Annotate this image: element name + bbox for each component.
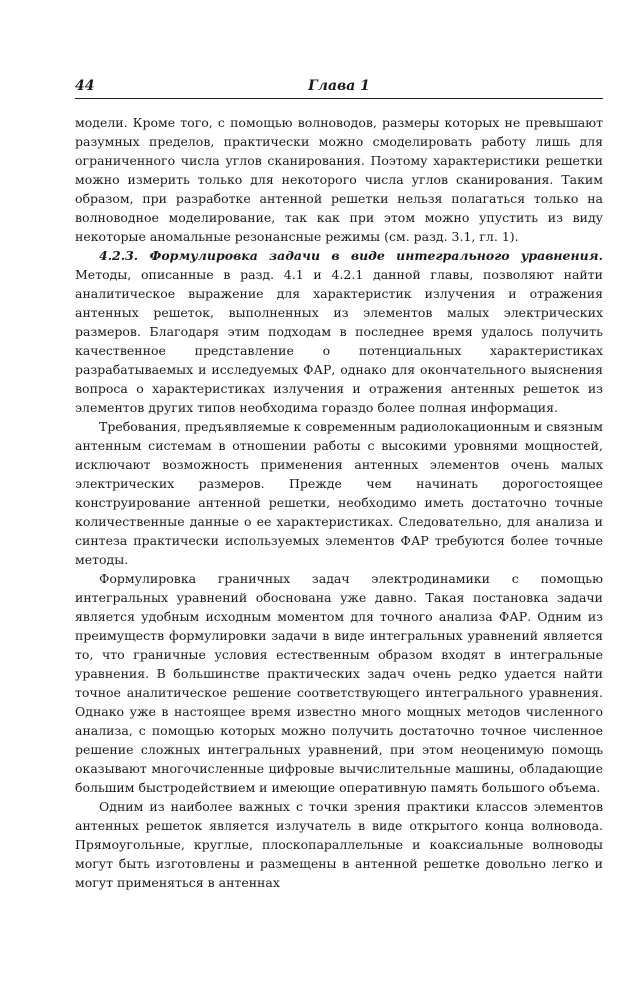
body-text bbox=[75, 113, 603, 892]
paragraph-3 bbox=[75, 417, 603, 569]
book-page bbox=[75, 78, 603, 892]
paragraph-4-text: Формулировка граничных задач электродинамики с помощью интегральных уравнений обоснована уже давно. Такая постановка задачи является удобным исходным моментом для точного анализа ФАР. Одним из преимуществ формулировки задачи в виде интегральных уравнений является то, что граничные условия естественным образом входят в интегральные уравнения. В большинстве практических задач очень редко удается найти точное аналитическое решение соответствующего интегрального уравнения. Однако уже в настоящее время известно много мощных методов численного анализа, с помощью которых можно получить достаточно точное численное решение сложных интегральных уравнений, при этом неоценимую помощь оказывают многочисленные цифровые вычислительные машины, обладающие большим быстродействием и имеющие оперативную память большого объема. bbox=[75, 571, 603, 795]
paragraph-5-text: Одним из наиболее важных с точки зрения практики классов элементов антенных решеток является излучатель в виде открытого конца волновода. Прямоугольные, круглые, плоскопараллельные и коаксиальные волноводы могут быть изготовлены и размещены в антенной решетке довольно легко и могут применяться в антеннах bbox=[75, 799, 603, 890]
paragraph-4 bbox=[75, 569, 603, 797]
paragraph-1-text: модели. Кроме того, с помощью волноводов, размеры которых не превышают разумных пределов, практически можно смоделировать работу лишь для ограниченного числа углов сканирования. Поэтому характеристики решетки можно измерить только для некоторого числа углов сканирования. Таким образом, при разработке антенной решетки нельзя полагаться только на волноводное моделирование, так как при этом можно упустить из виду некоторые аномальные резонансные режимы (см. разд. 3.1, гл. 1). bbox=[75, 115, 603, 244]
running-head: Глава 1 bbox=[308, 78, 370, 94]
page-header bbox=[75, 78, 603, 99]
page-number: 44 bbox=[75, 78, 95, 94]
section-heading: 4.2.3. Формулировка задачи в виде интегрального уравнения. bbox=[99, 248, 603, 263]
paragraph-2 bbox=[75, 246, 603, 417]
paragraph-3-text: Требования, предъявляемые к современным радиолокационным и связным антенным системам в отношении работы с высокими уровнями мощностей, исключают возможность применения антенных элементов очень малых электрических размеров. Прежде чем начинать дорогостоящее конструирование антенной решетки, необходимо иметь достаточно точные количественные данные о ее характеристиках. Следовательно, для анализа и синтеза практически используемых элементов ФАР требуются более точные методы. bbox=[75, 419, 603, 567]
paragraph-5 bbox=[75, 797, 603, 892]
paragraph-1 bbox=[75, 113, 603, 246]
paragraph-2-text: Методы, описанные в разд. 4.1 и 4.2.1 данной главы, позволяют найти аналитическое выражение для характеристик излучения и отражения антенных решеток, выполненных из элементов малых электрических размеров. Благодаря этим подходам в последнее время удалось получить качественное представление о потенциальных характеристиках разрабатываемых и исследуемых ФАР, однако для окончательного выяснения вопроса о характеристиках излучения и отражения антенных решеток из элементов других типов необходима гораздо более полная информация. bbox=[75, 267, 603, 415]
